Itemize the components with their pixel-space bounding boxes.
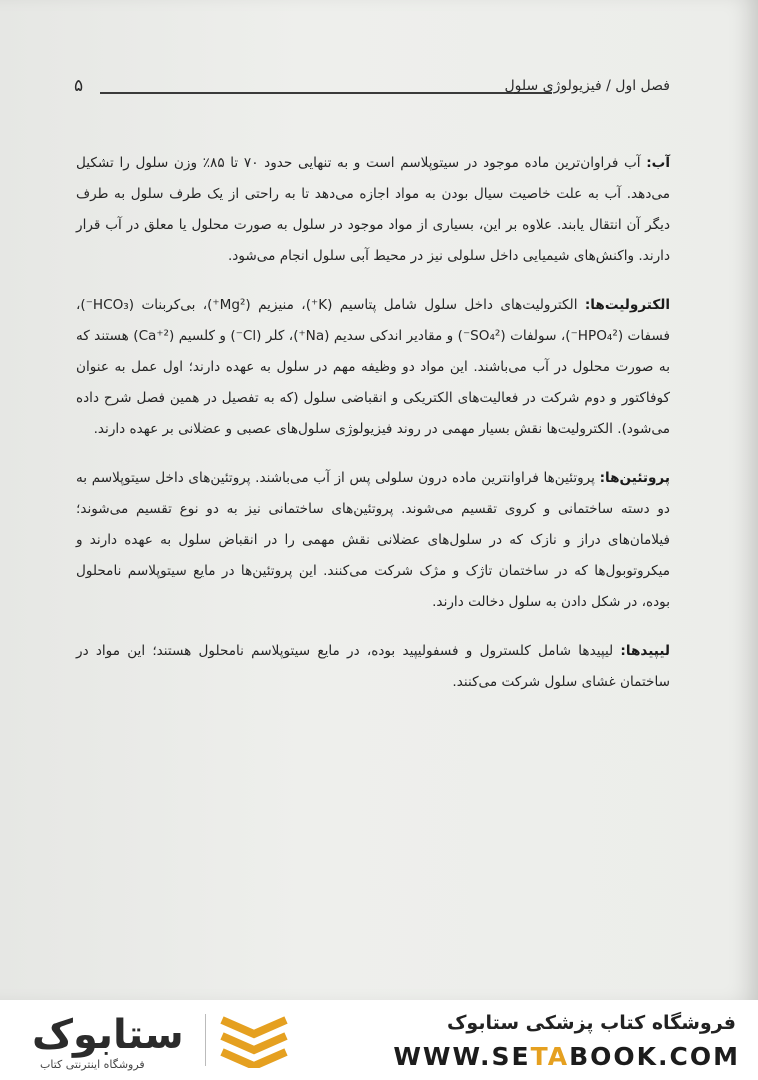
paragraph-text: آب فراوان‌ترین ماده موجود در سیتوپلاسم است و به تنهایی حدود ۷۰ تا ۸۵٪ وزن سلول را تشکیل می‌دهد. آب به علت خاصیت سیال بودن به مواد اجازه می‌دهد تا به راحتی از یک طرف سلول به طرف دیگر آن انتقال یابند. علاوه بر این، بسیاری از مواد موجود در سلول به صورت محلول یا معلق در آب قرار دارند. واکنش‌های شیمیایی داخل سلولی نیز در محیط آبی سلول انجام می‌شود. bbox=[76, 155, 670, 264]
url-suffix: BOOK.COM bbox=[569, 1042, 740, 1071]
logo-subtitle: فروشگاه اینترنتی کتاب bbox=[40, 1058, 145, 1071]
paragraph-text: لیپیدها شامل کلسترول و فسفولیپید بوده، در مایع سیتوپلاسم نامحلول هستند؛ این مواد در ساختمان غشای سلول شرکت می‌کنند. bbox=[76, 643, 670, 690]
term-water: آب: bbox=[646, 155, 670, 171]
paragraph-electrolytes bbox=[76, 290, 670, 445]
chevron-logo-icon bbox=[218, 1014, 290, 1068]
store-footer bbox=[0, 1000, 758, 1080]
term-proteins: پروتئین‌ها: bbox=[599, 470, 670, 486]
header-rule bbox=[100, 92, 552, 94]
page-number: ۵ bbox=[74, 76, 84, 96]
body-text bbox=[76, 148, 670, 716]
store-logo[interactable]: ستابوک bbox=[32, 1012, 184, 1058]
url-prefix: WWW.SE bbox=[393, 1042, 531, 1071]
paragraph-text: پروتئین‌ها فراوانترین ماده درون سلولی پس از آب می‌باشند. پروتئین‌های داخل سیتوپلاسم به دو دسته ساختمانی و کروی تقسیم می‌شوند. پروتئین‌های ساختمانی نیز به دو نوع تقسیم می‌شوند؛ فیلامان‌های دراز و نازک که در سلول‌های عضلانی نقش مهمی را در انقباض سلول به عهده دارند و میکروتوبول‌ها که در ساختمان تاژک و مژک شرکت می‌کنند. این پروتئین‌ها در مایع سیتوپلاسم نامحلول بوده، در شکل دادن به سلول دخالت دارند. bbox=[76, 470, 670, 610]
paragraph-lipids bbox=[76, 636, 670, 698]
footer-divider bbox=[205, 1014, 206, 1066]
term-lipids: لیپیدها: bbox=[620, 643, 670, 659]
url-highlight: TA bbox=[530, 1042, 570, 1071]
paragraph-text: الکترولیت‌های داخل سلول شامل پتاسیم (K⁺)، منیزیم (Mg²⁺)، بی‌کربنات (HCO₃⁻)، فسفات (HPO₄²⁻)، سولفات (SO₄²⁻) و مقادیر اندکی سدیم (Na⁺)، کلر (Cl⁻) و کلسیم (Ca⁺²) هستند که به صورت محلول در آب می‌باشند. این مواد دو وظیفه مهم در سلول به عهده دارند؛ اول عمل به عنوان کوفاکتور و دوم شرکت در فعالیت‌های الکتریکی و انقباضی سلول (که به تفصیل در همین فصل شرح داده می‌شود). الکترولیت‌ها نقش بسیار مهمی در روند فیزیولوژی سلول‌های عصبی و عضلانی بر عهده دارند. bbox=[76, 297, 670, 437]
running-title: فصل اول / فیزیولوژی سلول bbox=[504, 78, 670, 94]
page-header bbox=[70, 72, 670, 104]
paragraph-proteins bbox=[76, 463, 670, 618]
term-electrolytes: الکترولیت‌ها: bbox=[584, 297, 670, 313]
paragraph-water bbox=[76, 148, 670, 272]
store-name: فروشگاه کتاب پزشکی ستابوک bbox=[446, 1012, 736, 1034]
store-url[interactable] bbox=[393, 1042, 740, 1071]
